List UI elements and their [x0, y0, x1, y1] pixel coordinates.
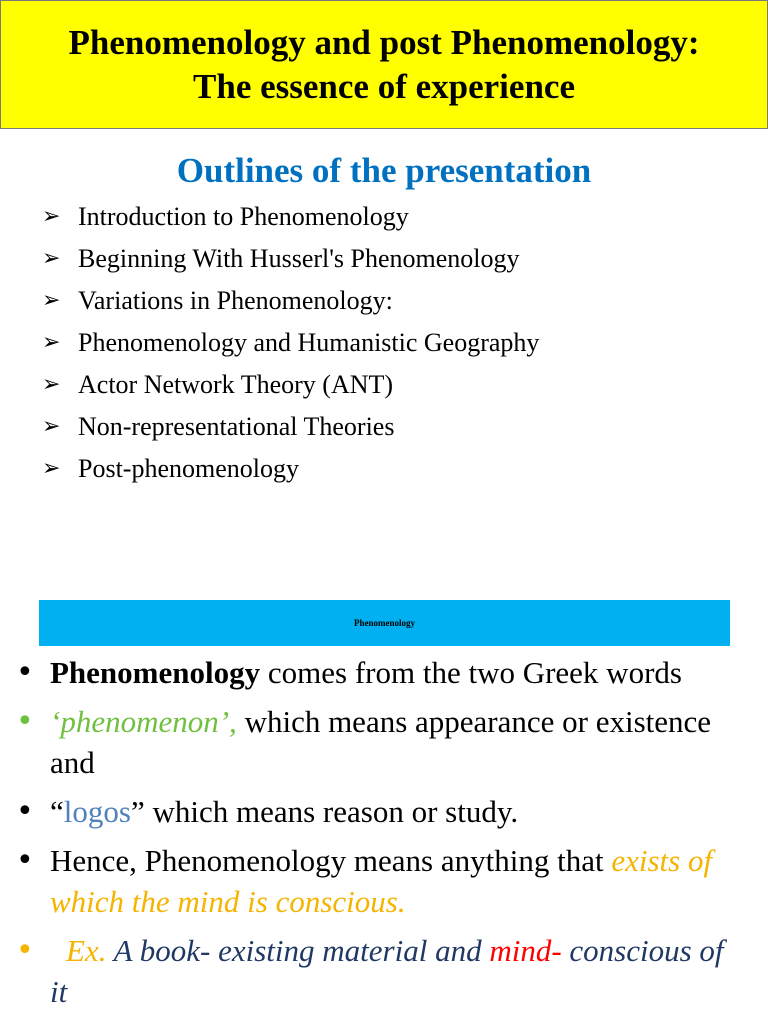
arrow-bullet-icon: ➢	[42, 372, 61, 397]
bullet-definition	[0, 652, 768, 693]
bullet-hence	[0, 840, 768, 922]
outline-item	[40, 198, 539, 240]
example-text: A book- existing material and	[106, 933, 490, 968]
bullet-dot-icon: •	[16, 933, 34, 968]
open-quote: “	[50, 794, 64, 829]
outline-item-label: Post-phenomenology	[78, 454, 299, 483]
bullet-text: which means reason or study.	[144, 794, 519, 829]
example-mind: mind-	[489, 933, 562, 968]
outline-heading: Outlines of the presentation	[176, 151, 592, 190]
outline-list	[40, 198, 539, 492]
outline-item	[40, 240, 539, 282]
outline-item	[40, 324, 539, 366]
title-line-1: Phenomenology and post Phenomenology:	[68, 22, 700, 62]
outline-item	[40, 408, 539, 450]
bullet-dot-icon: •	[16, 704, 34, 739]
bullet-dot-icon: •	[16, 794, 34, 829]
term-phenomenology: Phenomenology	[50, 655, 261, 690]
bullet-dot-icon: •	[16, 843, 34, 878]
bullet-text: comes from the two Greek words	[260, 655, 682, 690]
body-bullets	[0, 652, 768, 1020]
term-logos: logos	[63, 794, 131, 829]
outline-item	[40, 282, 539, 324]
title-line-2: The essence of experience	[193, 66, 575, 106]
outline-item-label: Non-representational Theories	[78, 412, 395, 441]
example-label: Ex.	[66, 933, 107, 968]
bullet-text: which means appearance or existence and	[50, 704, 712, 780]
highlight-text: exists of which the mind is conscious.	[50, 843, 713, 919]
bullet-example	[0, 930, 768, 1012]
section-band-label: Phenomenology	[353, 618, 415, 628]
arrow-bullet-icon: ➢	[42, 204, 61, 229]
close-quote: ”	[130, 794, 145, 829]
arrow-bullet-icon: ➢	[42, 288, 61, 313]
arrow-bullet-icon: ➢	[42, 456, 61, 481]
bullet-dot-icon: •	[16, 655, 34, 690]
arrow-bullet-icon: ➢	[42, 414, 61, 439]
title-banner	[0, 0, 768, 129]
term-phenomenon: ‘phenomenon’,	[50, 704, 237, 739]
outline-item-label: Introduction to Phenomenology	[78, 202, 409, 231]
outline-item-label: Phenomenology and Humanistic Geography	[78, 328, 540, 357]
outline-item-label: Beginning With Husserl's Phenomenology	[78, 244, 520, 273]
outline-item-label: Variations in Phenomenology:	[78, 286, 393, 315]
outline-item-label: Actor Network Theory (ANT)	[78, 370, 394, 399]
outline-item	[40, 450, 539, 492]
arrow-bullet-icon: ➢	[42, 246, 61, 271]
bullet-text: Hence, Phenomenology means anything that	[50, 843, 612, 878]
section-band	[39, 600, 730, 646]
arrow-bullet-icon: ➢	[42, 330, 61, 355]
bullet-logos	[0, 791, 768, 832]
example-text-end: conscious of it	[50, 933, 724, 1009]
bullet-phenomenon	[0, 701, 768, 783]
outline-item	[40, 366, 539, 408]
